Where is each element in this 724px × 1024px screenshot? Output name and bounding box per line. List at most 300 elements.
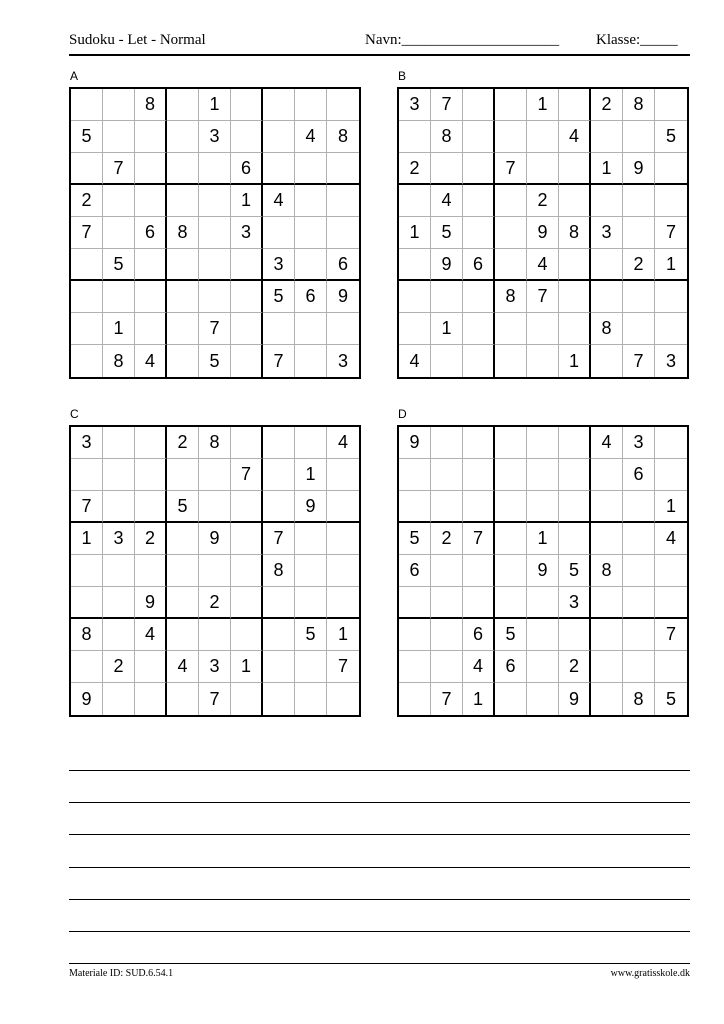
- sudoku-cell: [295, 555, 327, 587]
- sudoku-cell: 4: [135, 619, 167, 651]
- sudoku-cell: [463, 121, 495, 153]
- sudoku-cell: 9: [559, 683, 591, 715]
- sudoku-cell: [295, 683, 327, 715]
- sudoku-cell: [199, 185, 231, 217]
- sudoku-cell: 1: [463, 683, 495, 715]
- sudoku-cell: [431, 427, 463, 459]
- sudoku-cell: [71, 459, 103, 491]
- sudoku-cell: [655, 313, 687, 345]
- sudoku-cell: [431, 153, 463, 185]
- sudoku-cell: [135, 459, 167, 491]
- sudoku-cell: 2: [431, 523, 463, 555]
- sudoku-cell: [527, 427, 559, 459]
- sudoku-cell: [495, 683, 527, 715]
- sudoku-cell: 3: [231, 217, 263, 249]
- sudoku-cell: 5: [655, 121, 687, 153]
- sudoku-cell: 5: [167, 491, 199, 523]
- sudoku-cell: [463, 345, 495, 377]
- sudoku-grid-d: [397, 425, 689, 717]
- sudoku-cell: [559, 313, 591, 345]
- sudoku-cell: [623, 121, 655, 153]
- sudoku-cell: [559, 249, 591, 281]
- sudoku-cell: [399, 651, 431, 683]
- sudoku-cell: [263, 427, 295, 459]
- sudoku-cell: [527, 683, 559, 715]
- sudoku-cell: [71, 587, 103, 619]
- sudoku-cell: [103, 459, 135, 491]
- sudoku-cell: [263, 313, 295, 345]
- sudoku-cell: [263, 459, 295, 491]
- sudoku-cell: [231, 619, 263, 651]
- sudoku-cell: [327, 217, 359, 249]
- sudoku-cell: 9: [135, 587, 167, 619]
- sudoku-cell: 7: [463, 523, 495, 555]
- sudoku-cell: [399, 249, 431, 281]
- sudoku-cell: [327, 153, 359, 185]
- sudoku-cell: [495, 459, 527, 491]
- sudoku-cell: [591, 185, 623, 217]
- sudoku-cell: [263, 683, 295, 715]
- sudoku-cell: [431, 345, 463, 377]
- sudoku-cell: [167, 555, 199, 587]
- sudoku-cell: [263, 153, 295, 185]
- sudoku-cell: 7: [263, 523, 295, 555]
- sudoku-cell: [295, 427, 327, 459]
- sudoku-cell: [623, 217, 655, 249]
- sudoku-cell: 1: [71, 523, 103, 555]
- sudoku-cell: 7: [431, 683, 463, 715]
- sudoku-cell: [295, 651, 327, 683]
- sudoku-cell: 6: [295, 281, 327, 313]
- sudoku-cell: [167, 345, 199, 377]
- sudoku-cell: [431, 651, 463, 683]
- sudoku-cell: [527, 121, 559, 153]
- sudoku-cell: [231, 491, 263, 523]
- sudoku-cell: [559, 281, 591, 313]
- sudoku-cell: [231, 555, 263, 587]
- sudoku-cell: [591, 249, 623, 281]
- sudoku-cell: 3: [199, 651, 231, 683]
- sudoku-cell: [103, 683, 135, 715]
- puzzle-label-d: D: [398, 407, 407, 421]
- sudoku-cell: [167, 153, 199, 185]
- sudoku-cell: [135, 249, 167, 281]
- sudoku-cell: [559, 89, 591, 121]
- sudoku-cell: 2: [527, 185, 559, 217]
- sudoku-cell: 8: [559, 217, 591, 249]
- sudoku-cell: [103, 121, 135, 153]
- sudoku-cell: [623, 491, 655, 523]
- sudoku-cell: [103, 619, 135, 651]
- sudoku-cell: [71, 249, 103, 281]
- sudoku-cell: 7: [103, 153, 135, 185]
- sudoku-cell: [527, 459, 559, 491]
- sudoku-cell: 5: [665, 688, 676, 709]
- sudoku-cell: [655, 153, 687, 185]
- sudoku-cell: [463, 313, 495, 345]
- sudoku-cell: [399, 459, 431, 491]
- sudoku-cell: 7: [495, 153, 527, 185]
- sudoku-cell: [103, 555, 135, 587]
- sudoku-cell: 3: [263, 249, 295, 281]
- sudoku-cell: 4: [559, 121, 591, 153]
- sudoku-cell: 7: [199, 683, 231, 715]
- sudoku-cell: [135, 491, 167, 523]
- sudoku-cell: 6: [327, 249, 359, 281]
- sudoku-cell: [327, 313, 359, 345]
- sudoku-cell: 8: [71, 619, 103, 651]
- sudoku-cell: [495, 89, 527, 121]
- sudoku-cell: [623, 587, 655, 619]
- sudoku-cell: [263, 491, 295, 523]
- sudoku-cell: [135, 555, 167, 587]
- sudoku-cell: [295, 89, 327, 121]
- sudoku-cell: [327, 185, 359, 217]
- sudoku-cell: [295, 523, 327, 555]
- header: [69, 32, 689, 52]
- sudoku-cell: 8: [591, 313, 623, 345]
- sudoku-cell: [527, 345, 559, 377]
- sudoku-cell: 6: [463, 619, 495, 651]
- sudoku-cell: [623, 619, 655, 651]
- sudoku-cell: 6: [495, 651, 527, 683]
- sudoku-cell: [591, 587, 623, 619]
- sudoku-cell: [527, 491, 559, 523]
- sudoku-cell: [431, 459, 463, 491]
- sudoku-cell: 1: [295, 459, 327, 491]
- sudoku-cell: [231, 249, 263, 281]
- sudoku-cell: [591, 345, 623, 377]
- sudoku-cell: 3: [103, 523, 135, 555]
- sudoku-cell: [431, 281, 463, 313]
- sudoku-cell: [295, 185, 327, 217]
- sudoku-cell: 4: [591, 427, 623, 459]
- sudoku-cell: [71, 313, 103, 345]
- sudoku-cell: 2: [559, 651, 591, 683]
- sudoku-cell: [167, 89, 199, 121]
- sudoku-cell: [463, 185, 495, 217]
- sudoku-cell: 6: [231, 153, 263, 185]
- sudoku-cell: [71, 281, 103, 313]
- sudoku-cell: [199, 153, 231, 185]
- sudoku-cell: 7: [199, 313, 231, 345]
- sudoku-cell: [623, 555, 655, 587]
- sudoku-cell: [167, 619, 199, 651]
- sudoku-cell: [559, 185, 591, 217]
- sudoku-cell: [135, 651, 167, 683]
- sudoku-cell: [327, 491, 359, 523]
- sudoku-cell: [463, 491, 495, 523]
- sudoku-cell: [463, 427, 495, 459]
- sudoku-cell: 2: [103, 651, 135, 683]
- sudoku-cell: [199, 491, 231, 523]
- sudoku-cell: 9: [295, 491, 327, 523]
- sudoku-cell: 9: [327, 281, 359, 313]
- sudoku-cell: 4: [135, 345, 167, 377]
- sudoku-cell: [495, 185, 527, 217]
- sudoku-cell: 7: [623, 345, 655, 377]
- sudoku-cell: [71, 345, 103, 377]
- sudoku-cell: [327, 459, 359, 491]
- sudoku-cell: 1: [103, 313, 135, 345]
- sudoku-cell: 8: [591, 555, 623, 587]
- sudoku-cell: 7: [527, 281, 559, 313]
- sudoku-cell: 7: [655, 217, 687, 249]
- sudoku-cell: [199, 555, 231, 587]
- sudoku-cell: [431, 555, 463, 587]
- sudoku-cell: 8: [623, 683, 655, 715]
- sudoku-cell: [167, 281, 199, 313]
- sudoku-cell: [559, 523, 591, 555]
- sudoku-cell: 8: [495, 281, 527, 313]
- sudoku-cell: [655, 427, 687, 459]
- sudoku-cell: 5: [263, 281, 295, 313]
- name-field: Navn:_____________________: [365, 32, 560, 48]
- sudoku-cell: [527, 153, 559, 185]
- sudoku-cell: [231, 281, 263, 313]
- sudoku-cell: [463, 153, 495, 185]
- sudoku-cell: [655, 555, 687, 587]
- sudoku-cell: [167, 459, 199, 491]
- sudoku-cell: [295, 249, 327, 281]
- sudoku-cell: [103, 281, 135, 313]
- writing-line: [69, 899, 690, 900]
- sudoku-cell: [231, 523, 263, 555]
- sudoku-cell: 8: [623, 89, 655, 121]
- sudoku-cell: [559, 427, 591, 459]
- sudoku-cell: 1: [231, 185, 263, 217]
- sudoku-cell: 8: [327, 121, 359, 153]
- sudoku-cell: 5: [399, 523, 431, 555]
- sudoku-cell: [655, 651, 687, 683]
- writing-line: [69, 931, 690, 932]
- sudoku-grid-c: [69, 425, 361, 717]
- sudoku-cell: 7: [431, 89, 463, 121]
- sudoku-cell: 5: [495, 619, 527, 651]
- sudoku-cell: [623, 651, 655, 683]
- sudoku-cell: 9: [527, 555, 559, 587]
- sudoku-cell: [295, 345, 327, 377]
- class-field: Klasse:_____: [596, 32, 678, 48]
- sudoku-cell: 4: [263, 185, 295, 217]
- sudoku-cell: [103, 185, 135, 217]
- sudoku-cell: [559, 459, 591, 491]
- sudoku-cell: [167, 683, 199, 715]
- sudoku-cell: [399, 491, 431, 523]
- sudoku-cell: [591, 523, 623, 555]
- sudoku-cell: 6: [463, 249, 495, 281]
- sudoku-cell: [399, 313, 431, 345]
- sudoku-cell: 5: [431, 217, 463, 249]
- sudoku-cell: 1: [655, 491, 687, 523]
- sudoku-cell: 3: [399, 89, 431, 121]
- sudoku-cell: [591, 459, 623, 491]
- sudoku-cell: 7: [71, 217, 103, 249]
- sudoku-cell: [167, 523, 199, 555]
- puzzle-label-b: B: [398, 69, 407, 83]
- sudoku-cell: [295, 313, 327, 345]
- sudoku-cell: [623, 185, 655, 217]
- sudoku-cell: [103, 217, 135, 249]
- sudoku-cell: [527, 651, 559, 683]
- sudoku-cell: [231, 313, 263, 345]
- sudoku-cell: 5: [103, 249, 135, 281]
- sudoku-cell: 7: [231, 459, 263, 491]
- sudoku-cell: [135, 281, 167, 313]
- sudoku-cell: 7: [71, 491, 103, 523]
- sudoku-cell: 2: [623, 249, 655, 281]
- sudoku-cell: [231, 683, 263, 715]
- sudoku-cell: [495, 491, 527, 523]
- sudoku-cell: [559, 619, 591, 651]
- sudoku-cell: 4: [463, 651, 495, 683]
- sudoku-cell: [527, 619, 559, 651]
- sudoku-cell: [167, 313, 199, 345]
- sudoku-cell: 9: [71, 683, 103, 715]
- sudoku-cell: [495, 121, 527, 153]
- sudoku-cell: 1: [231, 651, 263, 683]
- sudoku-cell: [399, 683, 431, 715]
- puzzle-label-c: C: [70, 407, 79, 421]
- sudoku-cell: [103, 89, 135, 121]
- sudoku-cell: 3: [337, 350, 348, 371]
- sudoku-cell: 1: [591, 153, 623, 185]
- sudoku-cell: 1: [527, 523, 559, 555]
- sudoku-cell: 9: [527, 217, 559, 249]
- sudoku-cell: 4: [327, 427, 359, 459]
- sudoku-cell: 5: [199, 345, 231, 377]
- sudoku-cell: [71, 89, 103, 121]
- sudoku-cell: [199, 619, 231, 651]
- header-rule: [69, 54, 690, 56]
- website-url: www.gratisskole.dk: [610, 968, 690, 979]
- sudoku-cell: 8: [431, 121, 463, 153]
- sudoku-cell: [263, 121, 295, 153]
- sudoku-cell: [399, 619, 431, 651]
- sudoku-cell: [231, 121, 263, 153]
- sudoku-cell: [431, 619, 463, 651]
- sudoku-cell: [655, 459, 687, 491]
- sudoku-cell: [399, 281, 431, 313]
- sudoku-cell: 1: [327, 619, 359, 651]
- sudoku-cell: [135, 153, 167, 185]
- sudoku-cell: [655, 89, 687, 121]
- sudoku-cell: [399, 587, 431, 619]
- sudoku-cell: [527, 313, 559, 345]
- sudoku-cell: 8: [199, 427, 231, 459]
- sudoku-cell: 8: [103, 345, 135, 377]
- sudoku-cell: 4: [431, 185, 463, 217]
- sudoku-cell: 1: [199, 89, 231, 121]
- sudoku-cell: 9: [431, 249, 463, 281]
- sudoku-cell: 2: [167, 427, 199, 459]
- sudoku-cell: [167, 185, 199, 217]
- sudoku-cell: 2: [135, 523, 167, 555]
- sudoku-cell: [231, 427, 263, 459]
- sudoku-cell: 7: [327, 651, 359, 683]
- sudoku-cell: 7: [655, 619, 687, 651]
- sudoku-cell: 9: [399, 427, 431, 459]
- sudoku-cell: [263, 587, 295, 619]
- sudoku-grid-a: [69, 87, 361, 379]
- sudoku-cell: [623, 313, 655, 345]
- sudoku-cell: 1: [559, 345, 591, 377]
- sudoku-cell: 6: [399, 555, 431, 587]
- sudoku-cell: [399, 185, 431, 217]
- sudoku-cell: [231, 587, 263, 619]
- sudoku-cell: [463, 587, 495, 619]
- sudoku-cell: [495, 217, 527, 249]
- sudoku-cell: [431, 587, 463, 619]
- sudoku-cell: 3: [71, 427, 103, 459]
- sudoku-cell: 4: [527, 249, 559, 281]
- sudoku-cell: 1: [431, 313, 463, 345]
- sudoku-cell: 7: [263, 345, 295, 377]
- sudoku-cell: 2: [399, 153, 431, 185]
- sudoku-cell: [167, 249, 199, 281]
- sudoku-cell: 3: [559, 587, 591, 619]
- sudoku-cell: 1: [655, 249, 687, 281]
- sudoku-cell: 1: [527, 89, 559, 121]
- sudoku-cell: 3: [665, 350, 676, 371]
- sudoku-cell: [495, 587, 527, 619]
- sudoku-cell: [71, 555, 103, 587]
- sudoku-cell: 2: [71, 185, 103, 217]
- sudoku-cell: [199, 459, 231, 491]
- sudoku-cell: [495, 313, 527, 345]
- sudoku-cell: [71, 153, 103, 185]
- sudoku-grid-b: [397, 87, 689, 379]
- sudoku-cell: [71, 651, 103, 683]
- sudoku-cell: 5: [71, 121, 103, 153]
- sudoku-cell: 6: [135, 217, 167, 249]
- sudoku-cell: [231, 89, 263, 121]
- sudoku-cell: [231, 345, 263, 377]
- footer-rule: [69, 963, 690, 964]
- sudoku-cell: [295, 153, 327, 185]
- sudoku-cell: [327, 89, 359, 121]
- sudoku-cell: [103, 491, 135, 523]
- sudoku-cell: [559, 153, 591, 185]
- sudoku-cell: [167, 587, 199, 619]
- sudoku-cell: 3: [623, 427, 655, 459]
- sudoku-cell: [655, 281, 687, 313]
- sudoku-cell: [263, 89, 295, 121]
- sudoku-cell: 5: [559, 555, 591, 587]
- sudoku-cell: [463, 281, 495, 313]
- sudoku-cell: [199, 249, 231, 281]
- sudoku-cell: 4: [655, 523, 687, 555]
- sudoku-cell: [327, 523, 359, 555]
- sudoku-cell: [655, 587, 687, 619]
- sudoku-cell: [431, 491, 463, 523]
- sudoku-cell: 9: [623, 153, 655, 185]
- sudoku-cell: 3: [591, 217, 623, 249]
- sudoku-cell: 4: [167, 651, 199, 683]
- material-id: Materiale ID: SUD.6.54.1: [69, 968, 174, 979]
- sudoku-cell: [495, 555, 527, 587]
- sudoku-cell: [135, 683, 167, 715]
- sudoku-cell: 6: [623, 459, 655, 491]
- sudoku-cell: 4: [295, 121, 327, 153]
- sudoku-cell: [463, 89, 495, 121]
- writing-line: [69, 834, 690, 835]
- sudoku-cell: [495, 345, 527, 377]
- sudoku-cell: [135, 185, 167, 217]
- sudoku-cell: [591, 619, 623, 651]
- sudoku-cell: [263, 217, 295, 249]
- sudoku-cell: [591, 683, 623, 715]
